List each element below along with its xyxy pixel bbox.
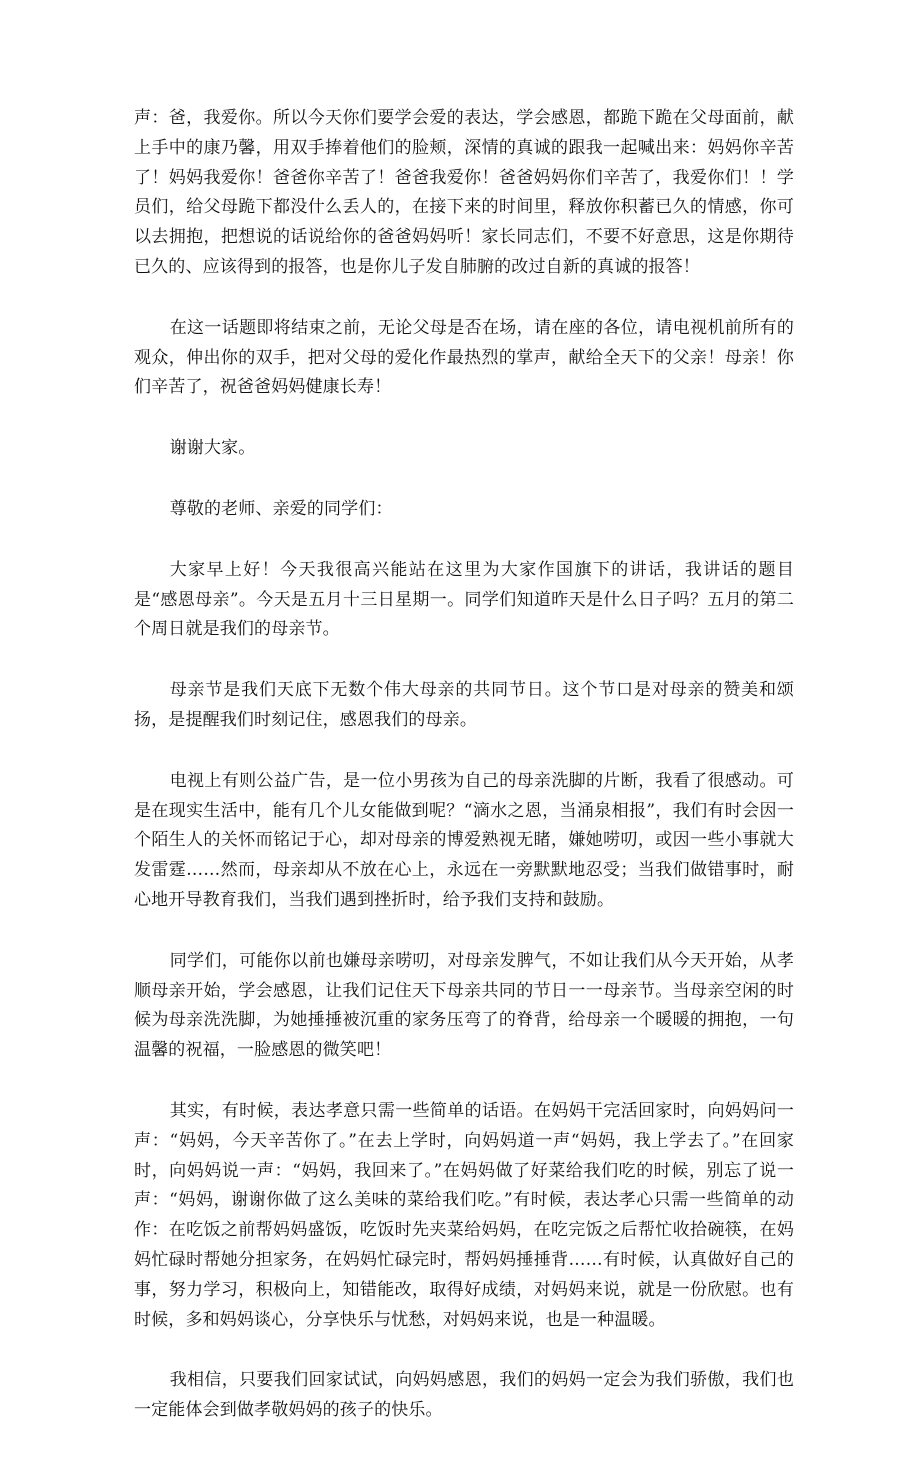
paragraph-mothers-day: 母亲节是我们天底下无数个伟大母亲的共同节日。这个节口是对母亲的赞美和颂扬，是提醒我们时刻记住，感恩我们的母亲。 [134, 680, 794, 730]
paragraph-salutation: 尊敬的老师、亲爱的同学们： [169, 498, 393, 519]
paragraph-continued: 声：爸，我爱你。所以今天你们要学会爱的表达，学会感恩，都跪下跪在父母面前，献上手中的康乃馨，用双手捧着他们的脸颊，深情的真诚的跟我一起喊出来：妈妈你辛苦了！妈妈我爱你！爸爸你辛苦了！爸爸我爱你！爸爸妈妈你们辛苦了，我爱你们！！学员们，给父母跪下都没什么丢人的，在接下来的时间里，释放你积蓄已久的情感，你可以去拥抱，把想说的话说给你的爸爸妈妈听！家长同志们，不要不好意思，这是你期待已久的、应该得到的报答，也是你儿子发自肺腑的改过自新的真诚的报答！ [134, 108, 794, 277]
paragraph-thanks: 谢谢大家。 [169, 438, 256, 459]
paragraph-conclusion: 我相信，只要我们回家试试，向妈妈感恩，我们的妈妈一定会为我们骄傲，我们也一定能体会到做孝敬妈妈的孩子的快乐。 [134, 1370, 794, 1421]
paragraph-closing-applause: 在这一话题即将结束之前，无论父母是否在场，请在座的各位，请电视机前所有的观众，伸出你的双手，把对父母的爱化作最热烈的掌声，献给全天下的父亲！母亲！你们辛苦了，祝爸爸妈妈健康长寿！ [134, 317, 794, 398]
paragraph-simple-words: 其实，有时候，表达孝意只需一些简单的话语。在妈妈干完活回家时，向妈妈问一声：“妈妈，今天辛苦你了。”在去上学时，向妈妈道一声“妈妈，我上学去了。”在回家时，向妈妈说一声：“妈妈，我回来了。”在妈妈做了好菜给我们吃的时候，别忘了说一声：“妈妈，谢谢你做了这么美味的菜给我们吃。”有时候，表达孝心只需一些简单的动作：在吃饭之前帮妈妈盛饭，吃饭时先夹菜给妈妈，在吃完饭之后帮忙收拾碗筷，在妈妈忙碌时帮她分担家务，在妈妈忙碌完时，帮妈妈捶捶背……有时候，认真做好自己的事，努力学习，积极向上，知错能改，取得好成绩，对妈妈来说，就是一份欣慰。也有时候，多和妈妈谈心，分享快乐与忧愁，对妈妈来说，也是一种温暖。 [134, 1100, 794, 1330]
paragraph-tv-ad: 电视上有则公益广告，是一位小男孩为自己的母亲洗脚的片断，我看了很感动。可是在现实生活中，能有几个儿女能做到呢？“滴水之恩，当涌泉相报”，我们有时会因一个陌生人的关怀而铭记于心，却对母亲的博爱熟视无睹，嫌她唠叨，或因一些小事就大发雷霆……然而，母亲却从不放在心上，永远在一旁默默地忍受；当我们做错事时，耐心地开导教育我们，当我们遇到挫折时，给予我们支持和鼓励。 [134, 770, 794, 910]
paragraph-greeting: 大家早上好！今天我很高兴能站在这里为大家作国旗下的讲话，我讲话的题目是“感恩母亲”。今天是五月十三日星期一。同学们知道昨天是什么日子吗？五月的第二个周日就是我们的母亲节。 [134, 559, 794, 640]
paragraph-students-call: 同学们，可能你以前也嫌母亲唠叨，对母亲发脾气，不如让我们从今天开始，从孝顺母亲开始，学会感恩，让我们记住天下母亲共同的节日一一母亲节。当母亲空闲的时候为母亲洗洗脚，为她捶捶被沉重的家务压弯了的脊背，给母亲一个暖暖的拥抱，一句温馨的祝福，一脸感恩的微笑吧！ [134, 950, 794, 1061]
document-body [134, 104, 794, 1457]
